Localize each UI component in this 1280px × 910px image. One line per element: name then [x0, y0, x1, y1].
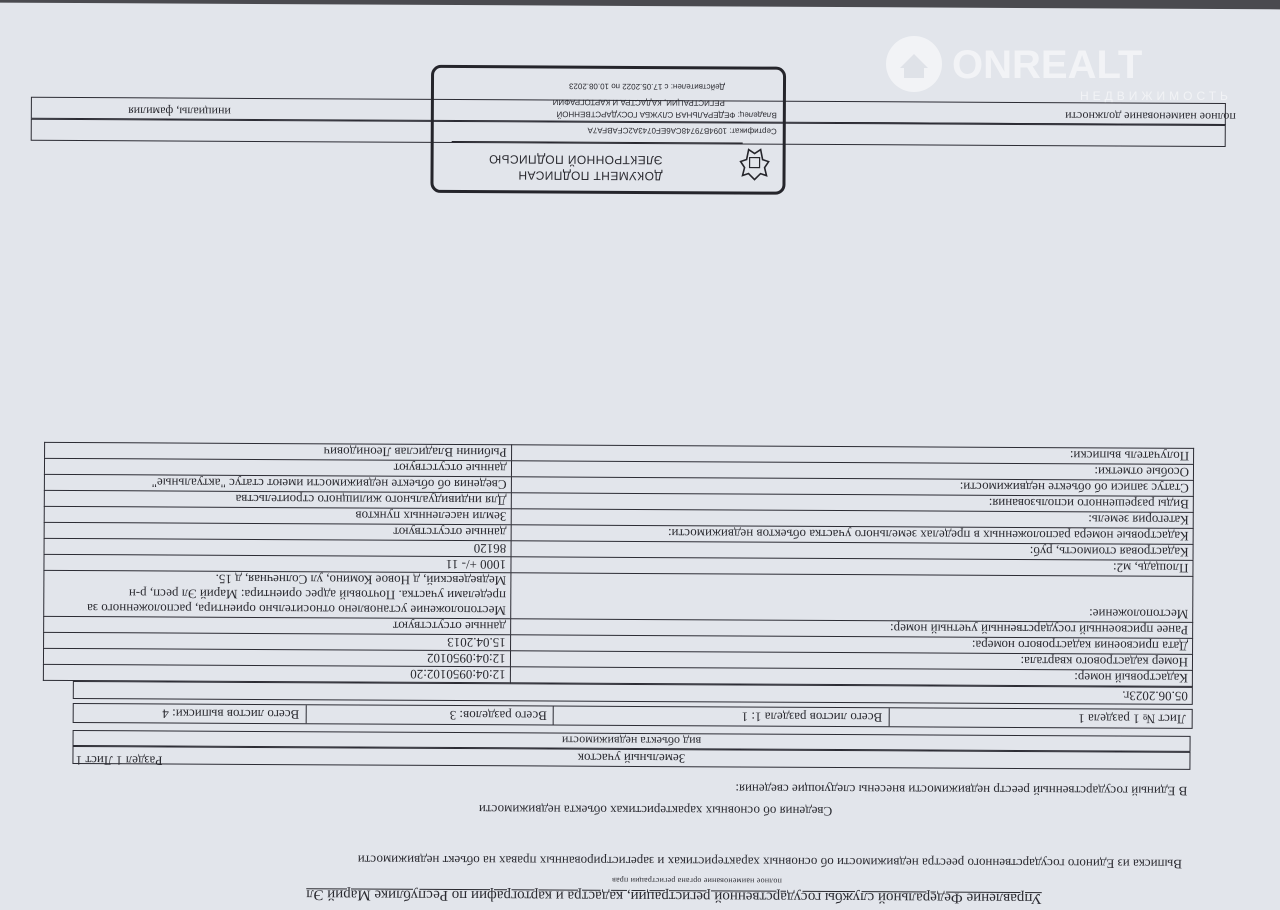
stamp-cert: Сертификат: 1094В79748СА6ЕF0743A2СFАBFA7A [587, 125, 777, 136]
row-value: 15.04.2013 [44, 632, 511, 650]
row-label: Кадастровая стоимость, руб: [511, 541, 1193, 561]
intro-text: В Единый государственный реестр недвижимости внесены следующие сведения: [735, 781, 1188, 799]
sheet-number: Лист № 1 раздела 1 [888, 708, 1192, 728]
sheet-meta-row [73, 703, 1193, 729]
organization-name: Управление Федеральной службы государственной регистрации, кадастра и картографии по Республике Марий Эл [306, 886, 1042, 907]
document-upside-down [0, 3, 1276, 910]
row-value: 1000 +/- 11 [44, 554, 511, 572]
signature-caption: инициалы, фамилия [128, 104, 231, 119]
row-value: 12:04:0950102 [43, 648, 510, 666]
row-value: Земли населенных пунктов [44, 506, 511, 524]
row-label: Площадь, м2: [511, 557, 1193, 577]
electronic-signature-stamp [430, 65, 786, 195]
position-caption: полное наименование должности [1065, 109, 1236, 125]
row-label: Статус записи об объекте недвижимости: [511, 477, 1193, 497]
watermark-brand: ONREALT [952, 43, 1143, 87]
row-value: данные отсутствуют [44, 616, 511, 634]
organization-caption: полное наименование органа регистрации прав [611, 875, 782, 886]
object-type: Земельный участок [72, 746, 1190, 770]
row-label: Кадастровые номера расположенных в пределах земельного участка объектов недвижимости: [511, 525, 1193, 545]
row-label: Кадастровый номер: [510, 667, 1192, 687]
organization-block [0, 873, 1042, 906]
row-label: Особые отметки: [511, 461, 1193, 481]
row-label: Получатель выписки: [511, 445, 1193, 465]
stamp-owner-2: РЕГИСТРАЦИИ, КАДАСТРА И КАРТОГРАФИИ [552, 97, 725, 108]
row-value: 86120 [44, 538, 511, 556]
row-label: Виды разрешенного использования: [511, 493, 1193, 513]
document-title: Выписка из Единого государственного реестра недвижимости об основных характеристиках и зарегистрированных правах на объект недвижимости [357, 852, 1182, 872]
object-type-caption: вид объекта недвижимости [73, 730, 1191, 752]
property-table [43, 442, 1194, 687]
total-sheets: Всего листов выписки: 4 [162, 706, 300, 723]
row-label: Ранее присвоенный государственный учетный номер: [510, 619, 1192, 639]
row-value: Сведения об объекте недвижимости имеют статус "актуальные" [44, 474, 511, 492]
row-label: Дата присвоения кадастрового номера: [510, 635, 1192, 655]
stamp-title: ДОКУМЕНТ ПОДПИСАН [517, 168, 663, 184]
stamp-validity: Действителен: с 17.05.2022 по 10.08.2023 [568, 81, 726, 92]
stamp-owner: Владелец: ФЕДЕРАЛЬНАЯ СЛУЖБА ГОСУДАРСТВЕННОЙ [556, 109, 777, 120]
row-value: Для индивидуального жилищного строительства [44, 490, 511, 508]
stamp-subtitle: ЭЛЕКТРОННОЙ ПОДПИСЬЮ [488, 152, 663, 168]
row-value: 12:04:0950102:20 [43, 664, 510, 682]
sheets-in-section: Всего листов раздела 1: 1 [553, 707, 888, 727]
sections-count: Всего разделов: 3 [305, 705, 553, 724]
row-value: данные отсутствуют [44, 522, 511, 540]
watermark-tagline: НЕДВИЖИМОСТЬ [1080, 89, 1232, 103]
row-value: Рыбинин Владислав Леонидович [45, 442, 512, 460]
row-value: данные отсутствуют [44, 458, 511, 476]
row-label: Номер кадастрового квартала: [510, 651, 1192, 671]
paper-sheet [0, 3, 1280, 910]
document-subtitle: Сведения об основных характеристиках объекта недвижимости [478, 802, 833, 819]
row-value: Местоположение установлено относительно ориентира, расположенного за пределами участка. Почтовый адрес ориентира: Марий Эл респ, р-н Медведевский, д Новое Комино, ул Солнечная, д 15. [44, 570, 511, 618]
row-label: Категория земель: [511, 509, 1193, 529]
extract-date: 05.06.2023г. [73, 681, 1193, 705]
coat-of-arms-icon [734, 143, 774, 183]
section-label: Раздел 1 Лист 1 [75, 753, 163, 769]
row-label: Местоположение: [510, 573, 1193, 623]
stamp-divider [452, 141, 743, 144]
table-row [44, 570, 1193, 622]
watermark-logo [880, 30, 1240, 115]
